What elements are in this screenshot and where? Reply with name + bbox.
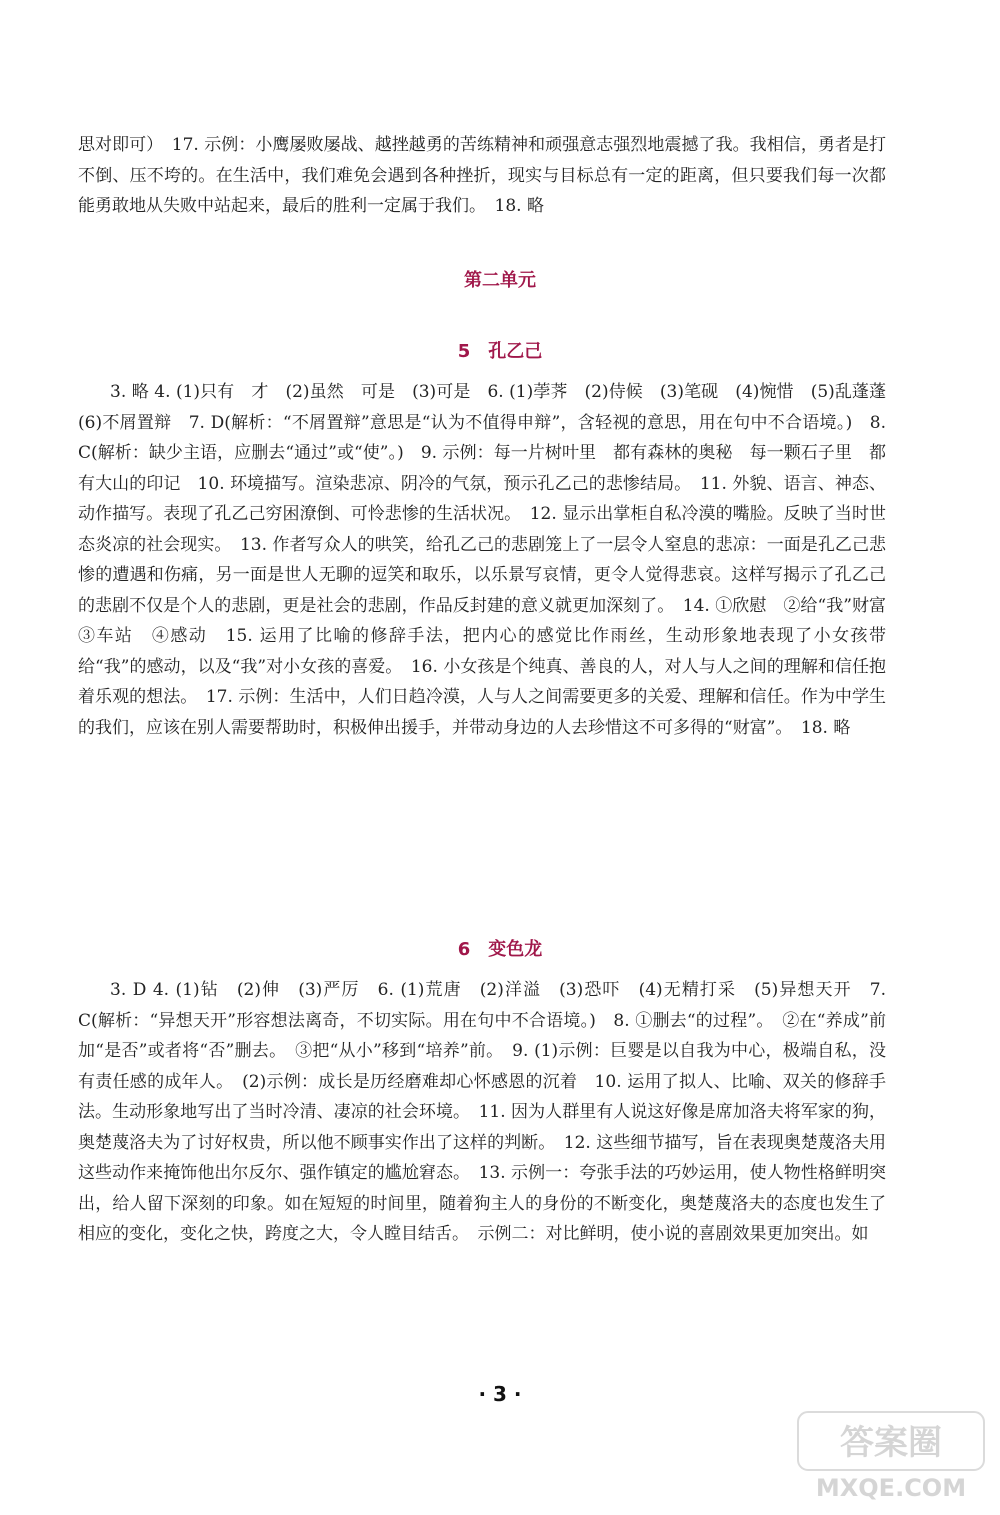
- page-number: · 3 ·: [478, 1382, 522, 1406]
- intro-answers-paragraph: 思对即可） 17. 示例：小鹰屡败屡战、越挫越勇的苦练精神和顽强意志强烈地震撼了我。我相信，勇者是打不倒、压不垮的。在生活中，我们难免会遇到各种挫折，现实与目标总有一定的距离，但只要我们每一次都能勇敢地从失败中站起来，最后的胜利一定属于我们。 18. 略: [78, 135, 886, 216]
- lesson-5-answers-paragraph: 3. 略 4. (1)只有 才 (2)虽然 可是 (3)可是 6. (1)荸荠 (2)侍候 (3)笔砚 (4)惋惜 (5)乱蓬蓬 (6)不屑置辩 7. D(解析：“不屑置辩”意思是“认为不值得申辩”，含轻视的意思，用在句中不合语境。) 8. C(解析：缺少主语，应删去“通过”或“使”。) 9. 示例：每一片树叶里 都有森林的奥秘 每一颗石子里 都有大山的印记 10. 环境描写。渲染悲凉、阴冷的气氛，预示孔乙己的悲惨结局。 11. 外貌、语言、神态、动作描写。表现了孔乙己穷困潦倒、可怜悲惨的生活状况。 12. 显示出掌柜自私冷漠的嘴脸。反映了当时世态炎凉的社会现实。 13. 作者写众人的哄笑，给孔乙己的悲剧笼上了一层令人窒息的悲凉：一面是孔乙己悲惨的遭遇和伤痛，另一面是世人无聊的逗笑和取乐，以乐景写哀情，更令人觉得悲哀。这样写揭示了孔乙己的悲剧不仅是个人的悲剧，更是社会的悲剧，作品反封建的意义就更加深刻了。 14. ①欣慰 ②给“我”财富 ③车站 ④感动 15. 运用了比喻的修辞手法，把内心的感觉比作雨丝，生动形象地表现了小女孩带给“我”的感动，以及“我”对小女孩的喜爱。 16. 小女孩是个纯真、善良的人，对人与人之间的理解和信任抱着乐观的想法。 17. 示例：生活中，人们日趋冷漠，人与人之间需要更多的关爱、理解和信任。作为中学生的我们，应该在别人需要帮助时，积极伸出援手，并带动身边的人去珍惜这不可多得的“财富”。 18. 略: [78, 382, 903, 738]
- unit-heading: 第二单元: [464, 270, 536, 291]
- watermark-title-text: 答案圈: [840, 1423, 942, 1463]
- lesson-6-answers-paragraph: 3. D 4. (1)钻 (2)伸 (3)严厉 6. (1)荒唐 (2)洋溢 (3)恐吓 (4)无精打采 (5)异想天开 7. C(解析：“异想天开”形容想法离奇，不切实际。用在句中不合语境。) 8. ①删去“的过程”。 ②在“养成”前加“是否”或者将“否”删去。 ③把“从小”移到“培养”前。 9. (1)示例：巨婴是以自我为中心，极端自私，没有责任感的成年人。 (2)示例：成长是历经磨难却心怀感恩的沉着 10. 运用了拟人、比喻、双关的修辞手法。生动形象地写出了当时冷清、凄凉的社会环境。 11. 因为人群里有人说这好像是席加洛夫将军家的狗，奥楚蔑洛夫为了讨好权贵，所以他不顾事实作出了这样的判断。 12. 这些细节描写，旨在表现奥楚蔑洛夫用这些动作来掩饰他出尔反尔、强作镇定的尴尬窘态。 13. 示例一：夸张手法的巧妙运用，使人物性格鲜明突出，给人留下深刻的印象。如在短短的时间里，随着狗主人的身份的不断变化，奥楚蔑洛夫的态度也发生了相应的变化，变化之快，跨度之大，令人瞠目结舌。 示例二：对比鲜明，使小说的喜剧效果更加突出。如: [78, 980, 886, 1244]
- lesson-6-title: 6 变色龙: [457, 939, 543, 960]
- watermark-logo: [796, 1410, 986, 1505]
- watermark-logo-graphic: [796, 1410, 986, 1505]
- lesson-5-title: 5 孔乙己: [457, 341, 543, 362]
- watermark-domain-text: MXQE.COM: [815, 1474, 967, 1502]
